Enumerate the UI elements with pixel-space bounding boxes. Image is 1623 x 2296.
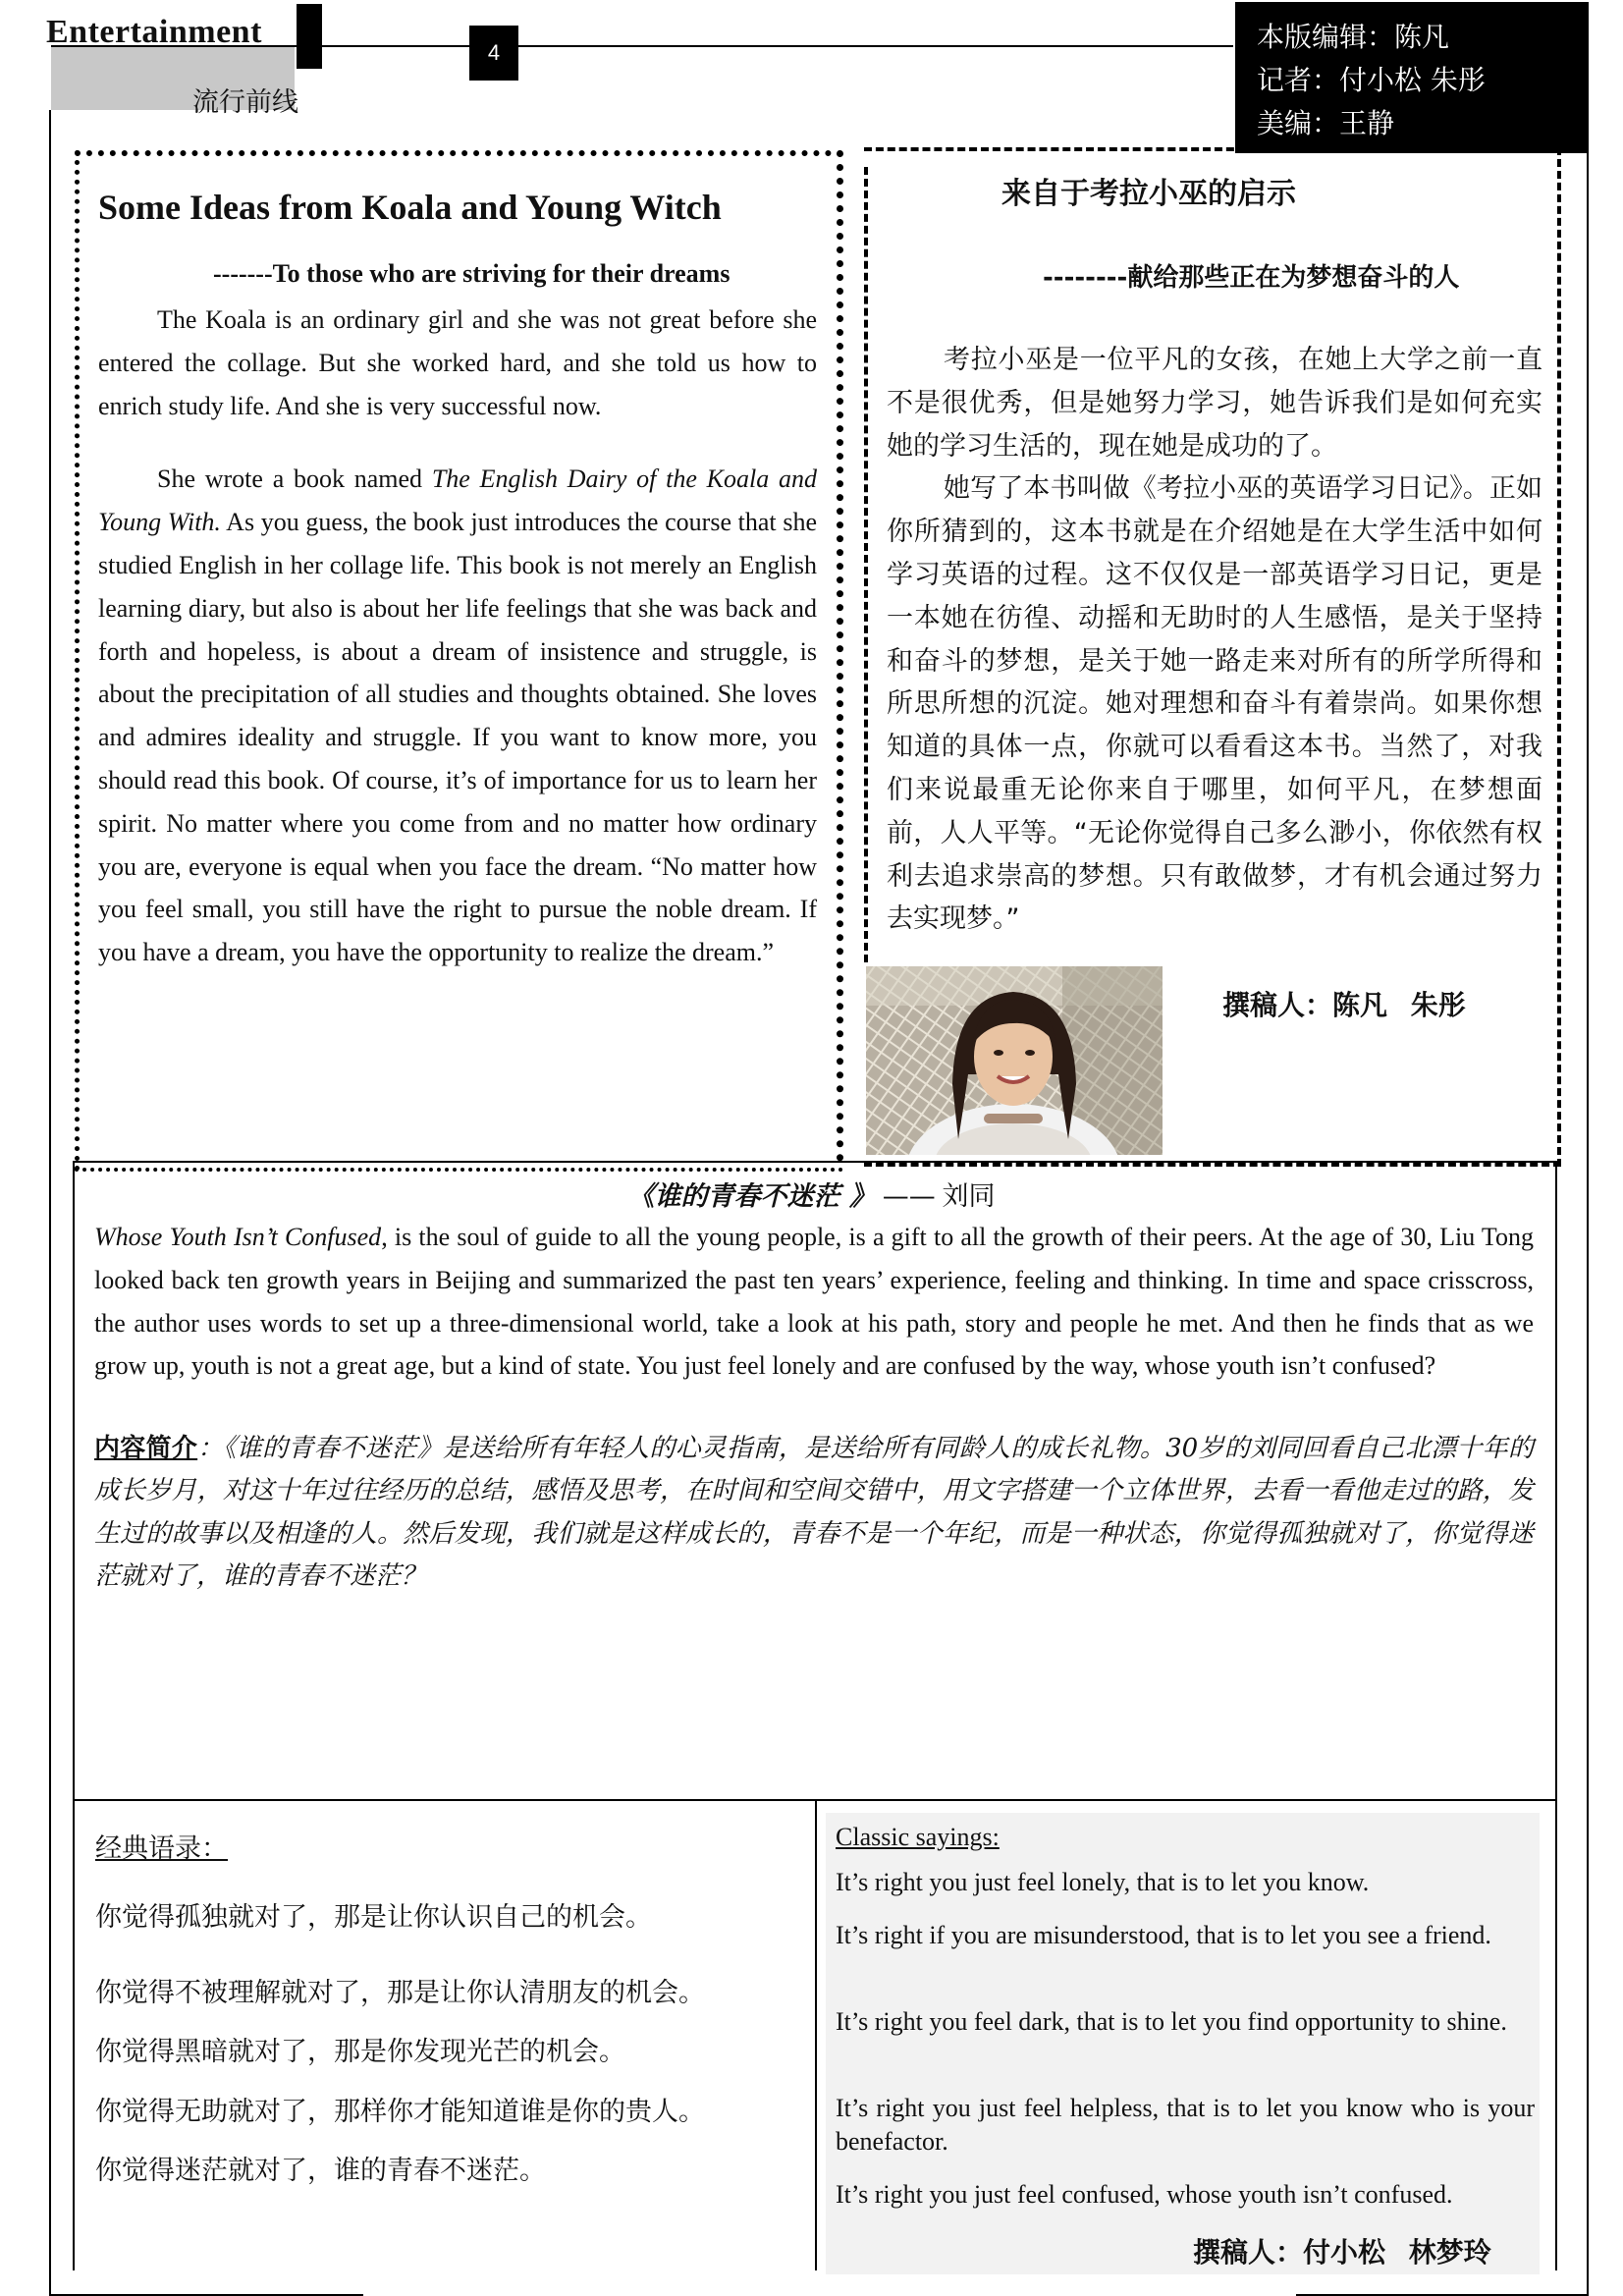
sayings-author: 撰稿人：付小松 林梦玲: [1193, 2236, 1491, 2269]
chinese-saying: 你觉得无助就对了，那样你才能知道谁是你的贵人。: [95, 2097, 705, 2127]
chinese-article-body: [887, 339, 1542, 941]
book-english-text: , is the soul of guide to all the young people, is a gift to all the growth of their peers. At the age of 30, Liu Tong looked back ten growth years in Beijing and summarized the past ten years’ experience, feeling and thinking. In time and space crisscross, the author uses words to set up a three-dimensional world, take a look at his path, story and people he met. And then he finds that as we grow up, youth is not a great age, but a kind of state. You just feel lonely and are confused by the way, whose youth isn’t confused?: [94, 1223, 1534, 1381]
chinese-sayings-label: 经典语录：: [95, 1833, 228, 1864]
english-saying: It’s right you feel dark, that is to let you find opportunity to shine.: [836, 2007, 1507, 2036]
english-article-subtitle: -------To those who are striving for their dreams: [213, 259, 730, 288]
english-saying: It’s right you just feel lonely, that is to let you know.: [836, 1868, 1370, 1896]
header-black-bar: [297, 4, 322, 69]
book-title: 《谁的青春不迷茫 》: [627, 1181, 876, 1212]
english-paragraph-2-rest: As you guess, the book just introduces the course that she studied English in her collage life. This book is not merely an English learning diary, but also is about her life feelings that she was back and forth and hopeless, is about a dream of insistence and struggle, is about the precipitation of all studies and thoughts obtained. She loves and admires ideality and struggle. If you want to know more, you should read this book. Of course, it’s of importance for us to learn her spirit. No matter where you come from and no matter how ordinary you are, everyone is equal when you face the dream. “No matter how you feel small, you still have the right to pursue the noble dream. If you have a dream, you have the opportunity to realize the dream.”: [98, 508, 817, 967]
book-english-summary: [94, 1216, 1534, 1388]
english-saying: It’s right you just feel confused, whose youth isn’t confused.: [836, 2180, 1453, 2209]
book-chinese-label: 内容简介: [94, 1434, 198, 1463]
chinese-paragraph-2: 她写了本书叫做《考拉小巫的英语学习日记》。正如你所猜到的，这本书就是在介绍她是在大学生活中如何学习英语的过程。这不仅仅是一部英语学习日记，更是一本她在彷徨、动摇和无助时的人生感悟，是关于坚持和奋斗的梦想，是关于她一路走来对所有的所学所得和所思所想的沉淀。她对理想和奋斗有着崇尚。如果你想知道的具体一点，你就可以看看这本书。当然了，对我们来说最重无论你来自于哪里，如何平凡，在梦想面前，人人平等。“无论你觉得自己多么渺小，你依然有权利去追求崇高的梦想。只有敢做梦，才有机会通过努力去实现梦。”: [887, 473, 1542, 935]
book-author: 刘同: [942, 1181, 996, 1212]
english-paragraph-1: The Koala is an ordinary girl and she was not great before she entered the collage. But she worked hard, and she told us how to enrich study life. And she is very successful now.: [98, 305, 817, 420]
author-photo: [866, 966, 1163, 1155]
page-number: 4: [469, 26, 518, 81]
article-dotted-divider: [837, 150, 843, 1162]
book-chinese-text: ：《谁的青春不迷茫》是送给所有年轻人的心灵指南，是送给所有同龄人的成长礼物。30岁的刘同回看自己北漂十年的成长岁月，对这十年过往经历的总结，感悟及思考，在时间和空间交错中，用文字搭建一个立体世界，去看一看他走过的路，发生过的故事以及相逢的人。然后发现，我们就是这样成长的，青春不是一个年纪，而是一种状态，你觉得孤独就对了，你觉得迷茫就对了，谁的青春不迷茫？: [94, 1434, 1534, 1592]
sayings-divider: [815, 1799, 817, 2270]
art-editor-line: 美编：王静: [1257, 107, 1395, 139]
chinese-saying: 你觉得孤独就对了，那是让你认识自己的机会。: [95, 1902, 652, 1933]
editor-line: 本版编辑：陈凡: [1257, 21, 1450, 53]
book-heading: [0, 1175, 1623, 1213]
section-title: Entertainment: [46, 14, 262, 50]
chinese-article-subtitle: --------献给那些正在为梦想奋斗的人: [1043, 263, 1460, 293]
english-article-title: Some Ideas from Koala and Young Witch: [98, 188, 722, 227]
reporter-line: 记者：付小松 朱彤: [1257, 64, 1486, 96]
english-saying: It’s right you just feel helpless, that is to let you know who is your benefactor.: [836, 2094, 1535, 2156]
chinese-article-title: 来自于考拉小巫的启示: [1001, 177, 1296, 211]
book-chinese-summary: [94, 1428, 1534, 1599]
english-paragraph-2-lead: She wrote a book named: [157, 465, 432, 494]
english-paragraph-2: [98, 458, 817, 974]
english-sayings-label: Classic sayings:: [836, 1823, 1000, 1851]
english-saying: It’s right if you are misunderstood, that is to let you see a friend.: [836, 1921, 1491, 1949]
english-article-body: [98, 299, 817, 974]
page-right-rule: [1587, 153, 1589, 2296]
chinese-saying: 你觉得迷茫就对了，谁的青春不迷茫。: [95, 2156, 546, 2186]
chinese-paragraph-1: 考拉小巫是一位平凡的女孩，在她上大学之前一直不是很优秀，但是她努力学习，她告诉我们是如何充实她的学习生活的，现在她是成功的了。: [887, 345, 1542, 462]
chinese-saying: 你觉得不被理解就对了，那是让你认清朋友的机会。: [95, 1978, 705, 2008]
chinese-article-author: 撰稿人：陈凡 朱彤: [1222, 989, 1466, 1021]
author-photo-illustration: [866, 966, 1163, 1155]
editor-credits-box: [1235, 2, 1589, 153]
section-subtitle: 流行前线: [192, 87, 298, 118]
book-english-title: Whose Youth Isn’t Confused: [94, 1223, 382, 1251]
book-title-italic: The English Dairy of the Koala and Young With.: [98, 465, 817, 537]
chinese-article-left-rule: [864, 167, 868, 962]
chinese-saying: 你觉得黑暗就对了，那是你发现光芒的机会。: [95, 2037, 625, 2067]
book-dash: ——: [882, 1181, 936, 1212]
